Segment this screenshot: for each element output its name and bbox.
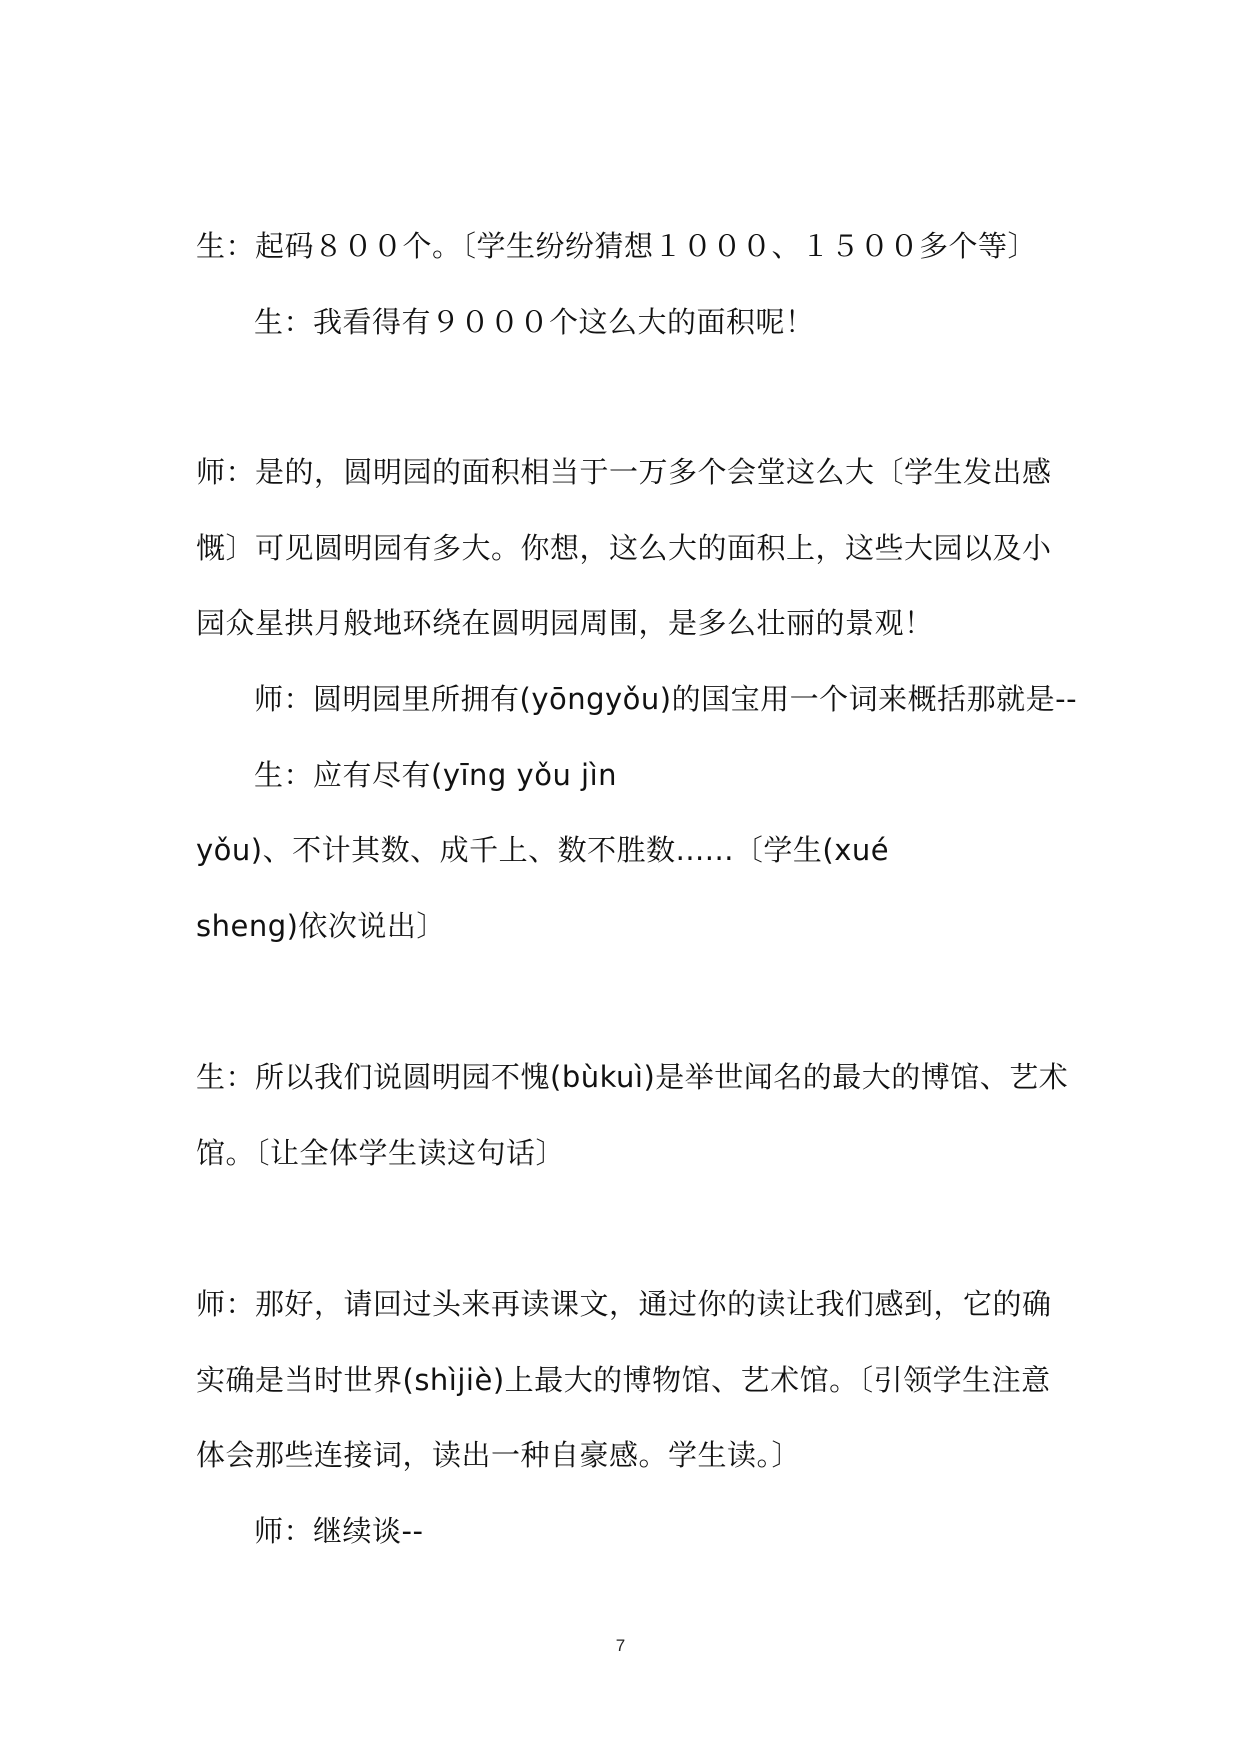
text-line: 体会那些连接词，读出一种自豪感。学生读。〕 (196, 1438, 802, 1472)
text-line: 慨〕可见圆明园有多大。你想，这么大的面积上，这些大园以及小 (196, 531, 1052, 565)
text-line: 生：所以我们说圆明园不愧(bùkuì)是举世闻名的最大的博馆、艺术 (196, 1060, 1069, 1094)
text-line: yǒu)、不计其数、成千上、数不胜数......〔学生(xué (196, 833, 890, 867)
text-line: 实确是当时世界(shìjiè)上最大的博物馆、艺术馆。〔引领学生注意 (196, 1363, 1051, 1397)
text-line: 师：圆明园里所拥有(yōngyǒu)的国宝用一个词来概括那就是-- (254, 682, 1078, 716)
text-line: 生：应有尽有(yīng yǒu jìn (254, 758, 618, 792)
text-line: 园众星拱月般地环绕在圆明园周围，是多么壮丽的景观！ (196, 606, 934, 640)
text-line: 馆。〔让全体学生读这句话〕 (196, 1136, 566, 1170)
text-line: 生：起码８００个。〔学生纷纷猜想１０００、１５００多个等〕 (196, 229, 1038, 263)
page-number: 7 (615, 1636, 626, 1655)
text-line: sheng)依次说出〕 (196, 909, 446, 943)
text-line: 生：我看得有９０００个这么大的面积呢！ (254, 305, 815, 339)
text-line: 师：继续谈-- (254, 1514, 424, 1548)
text-line: 师：是的，圆明园的面积相当于一万多个会堂这么大〔学生发出感 (196, 455, 1052, 489)
text-line: 师：那好，请回过头来再读课文，通过你的读让我们感到，它的确 (196, 1287, 1052, 1321)
